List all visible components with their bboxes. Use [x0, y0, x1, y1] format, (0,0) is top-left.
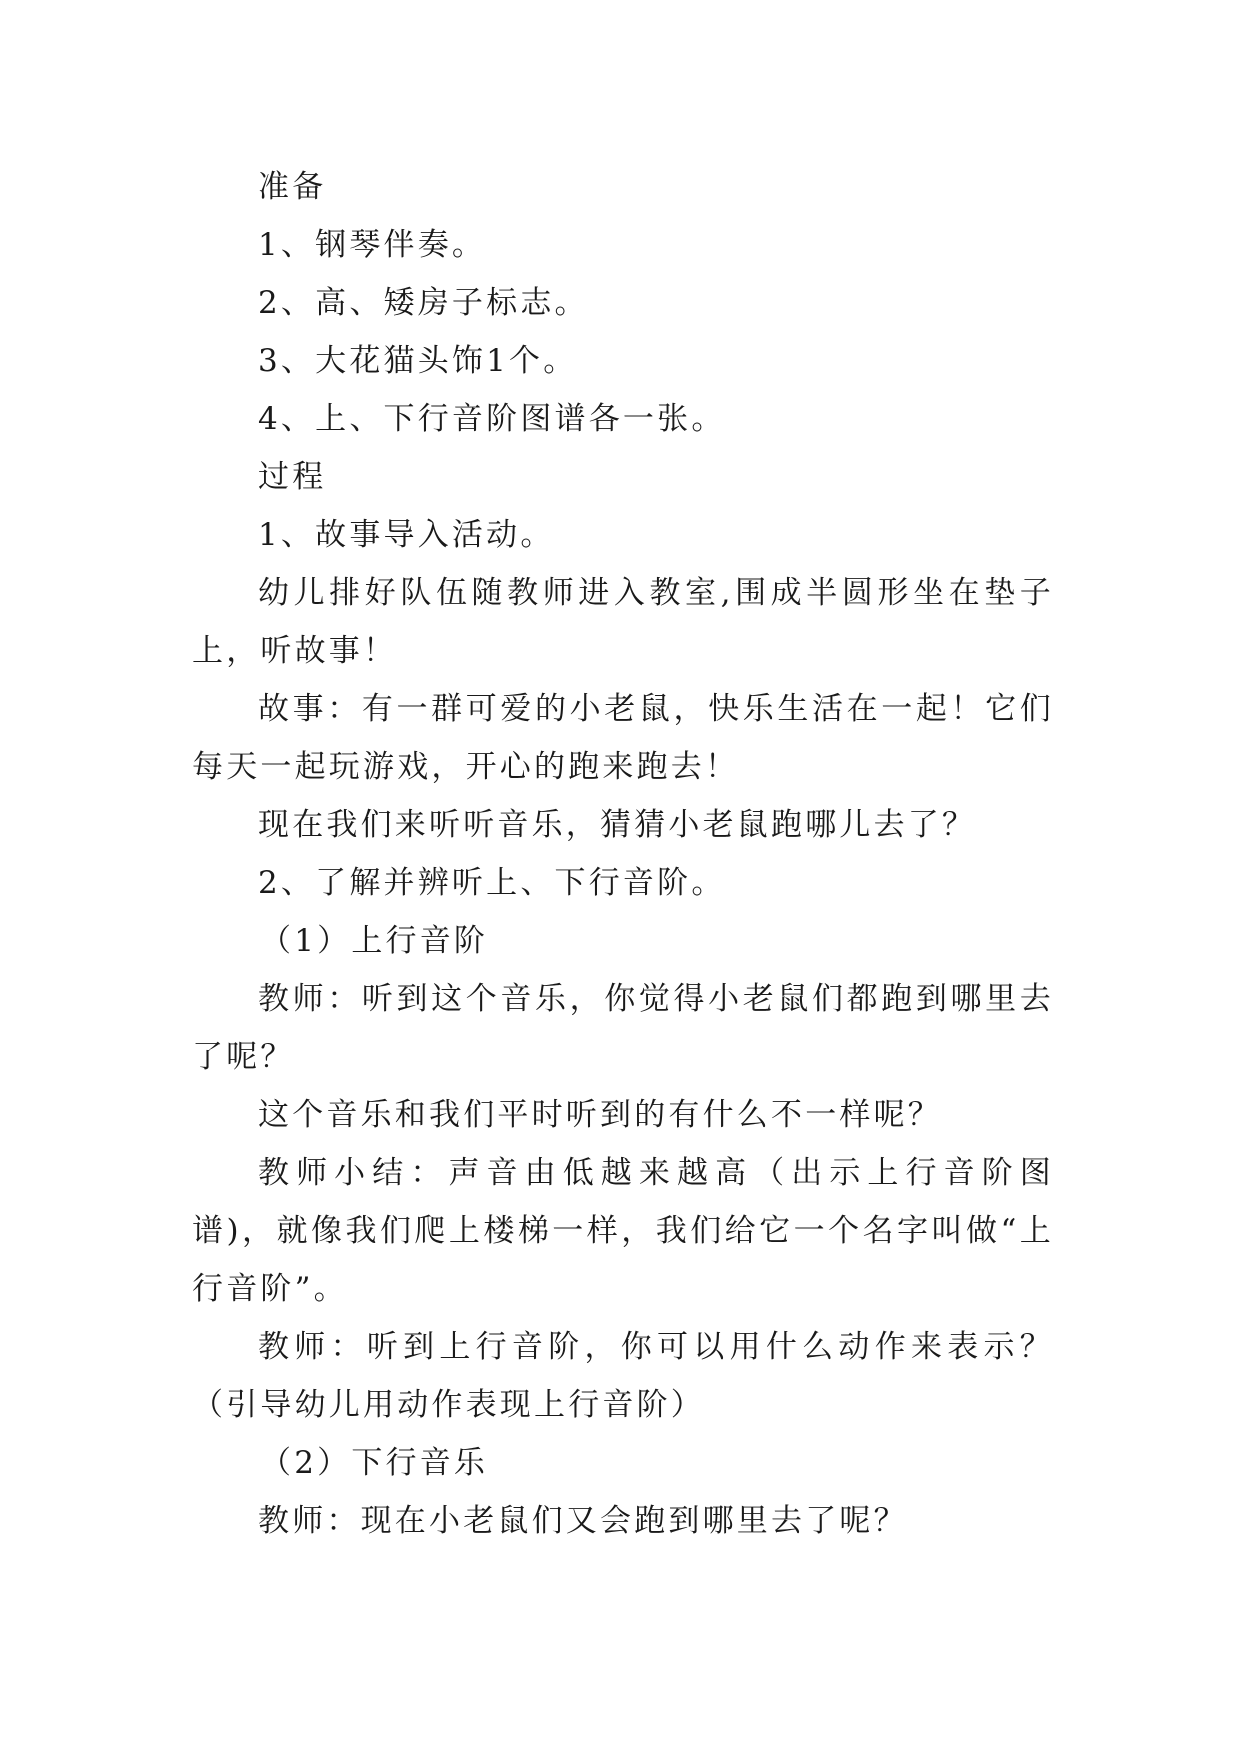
sub-heading: （2）下行音乐: [260, 1445, 489, 1481]
section-heading-process: 过程: [258, 459, 327, 495]
list-item: 2、高、矮房子标志。: [258, 285, 589, 321]
body-paragraph: 教师：现在小老鼠们又会跑到哪里去了呢？: [258, 1503, 908, 1539]
section-heading-preparation: 准备: [258, 169, 327, 205]
summary-paragraph: 教师小结：声音由低越来越高（出示上行音阶图谱)，就像我们爬上楼梯一样，我们给它一个名字叫做“上行音阶”。: [192, 1155, 1054, 1307]
step-heading: 1、故事导入活动。: [258, 517, 555, 553]
body-paragraph: 教师：听到这个音乐，你觉得小老鼠们都跑到哪里去了呢？: [192, 981, 1054, 1075]
list-item: 3、大花猫头饰1个。: [258, 343, 578, 379]
body-paragraph: 这个音乐和我们平时听到的有什么不一样呢？: [258, 1097, 942, 1133]
body-paragraph: 教师：听到上行音阶，你可以用什么动作来表示？（引导幼儿用动作表现上行音阶）: [192, 1329, 1054, 1423]
list-item: 1、钢琴伴奏。: [258, 227, 487, 263]
story-paragraph: 故事：有一群可爱的小老鼠，快乐生活在一起！它们每天一起玩游戏，开心的跑来跑去！: [192, 691, 1054, 785]
document-page: [192, 158, 1054, 1550]
step-heading: 2、了解并辨听上、下行音阶。: [258, 865, 726, 901]
sub-heading: （1）上行音阶: [260, 923, 489, 959]
body-paragraph: 幼儿排好队伍随教师进入教室,围成半圆形坐在垫子上，听故事！: [192, 575, 1054, 669]
list-item: 4、上、下行音阶图谱各一张。: [258, 401, 726, 437]
body-paragraph: 现在我们来听听音乐，猜猜小老鼠跑哪儿去了？: [258, 807, 977, 843]
